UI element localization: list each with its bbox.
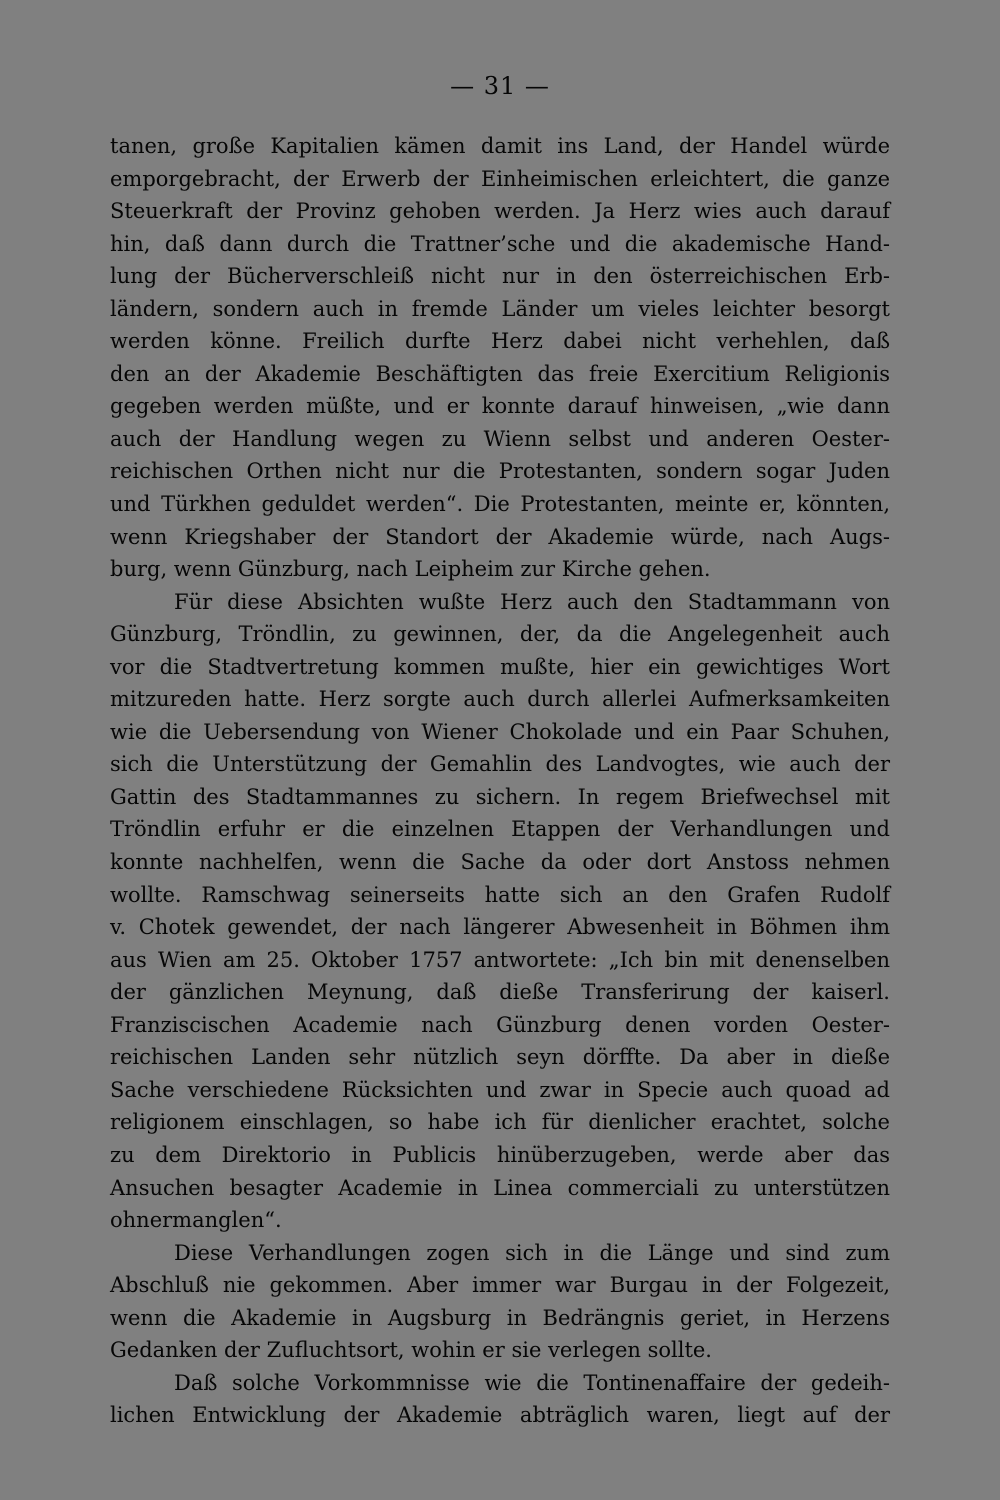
text-line: aus Wien am 25. Oktober 1757 antwortete: „Ich bin mit denenselben <box>110 947 890 972</box>
text-line: hin, daß dann durch die Trattner’sche und die akademische Hand- <box>110 231 890 256</box>
text-line: den an der Akademie Beschäftigten das freie Exercitium Religionis <box>110 361 890 386</box>
paragraph-start-line: Für diese Absichten wußte Herz auch den Stadtammann von <box>174 589 890 614</box>
body-text <box>110 130 890 1432</box>
text-line: werden könne. Freilich durfte Herz dabei nicht verhehlen, daß <box>110 329 890 354</box>
text-line: reichischen Orthen nicht nur die Protestanten, sondern sogar Juden <box>110 459 890 484</box>
text-line: der gänzlichen Meynung, daß dieße Transferirung der kaiserl. <box>110 980 890 1005</box>
paragraph-end-line: burg, wenn Günzburg, nach Leipheim zur Kirche gehen. <box>110 557 711 582</box>
text-line: vor die Stadtvertretung kommen mußte, hier ein gewichtiges Wort <box>110 654 890 679</box>
text-line: lung der Bücherverschleiß nicht nur in den österreichischen Erb- <box>110 264 890 289</box>
text-line: wollte. Ramschwag seinerseits hatte sich an den Grafen Rudolf <box>110 882 890 907</box>
text-line: Gattin des Stadtammannes zu sichern. In regem Briefwechsel mit <box>110 784 890 809</box>
paragraph-end-line: Gedanken der Zufluchtsort, wohin er sie verlegen sollte. <box>110 1338 712 1363</box>
text-line: auch der Handlung wegen zu Wienn selbst und anderen Oester- <box>110 426 890 451</box>
text-line: gegeben werden müßte, und er konnte darauf hinweisen, „wie dann <box>110 394 890 419</box>
text-line: Tröndlin erfuhr er die einzelnen Etappen der Verhandlungen und <box>110 817 890 842</box>
text-line: Abschluß nie gekommen. Aber immer war Burgau in der Folgezeit, <box>110 1273 890 1298</box>
text-line: und Türkhen geduldet werden“. Die Protestanten, meinte er, könnten, <box>110 492 890 517</box>
text-line: Günzburg, Tröndlin, zu gewinnen, der, da die Angelegenheit auch <box>110 622 890 647</box>
text-line: reichischen Landen sehr nützlich seyn dörffte. Da aber in dieße <box>110 1045 890 1070</box>
text-line: wenn Kriegshaber der Standort der Akademie würde, nach Augs- <box>110 524 890 549</box>
text-line: zu dem Direktorio in Publicis hinüberzugeben, werde aber das <box>110 1142 890 1167</box>
paragraph-end-line: ohnermanglen“. <box>110 1208 282 1233</box>
text-line: Franziscischen Academie nach Günzburg denen vorden Oester- <box>110 1012 890 1037</box>
text-line: wenn die Akademie in Augsburg in Bedrängnis geriet, in Herzens <box>110 1305 890 1330</box>
text-line: konnte nachhelfen, wenn die Sache da oder dort Anstoss nehmen <box>110 850 890 875</box>
text-line: Steuerkraft der Provinz gehoben werden. Ja Herz wies auch darauf <box>110 199 890 224</box>
text-line: lichen Entwicklung der Akademie abträglich waren, liegt auf der <box>110 1403 890 1428</box>
text-line: sich die Unterstützung der Gemahlin des Landvogtes, wie auch der <box>110 752 890 777</box>
text-line: ländern, sondern auch in fremde Länder um vieles leichter besorgt <box>110 296 890 321</box>
page-number: — 31 — <box>450 72 550 100</box>
text-line: tanen, große Kapitalien kämen damit ins Land, der Handel würde <box>110 134 890 158</box>
paragraph-start-line: Daß solche Vorkommnisse wie die Tontinenaffaire der gedeih- <box>174 1370 890 1395</box>
text-line: emporgebracht, der Erwerb der Einheimischen erleichtert, die ganze <box>110 166 890 191</box>
paragraph-start-line: Diese Verhandlungen zogen sich in die Länge und sind zum <box>174 1240 890 1265</box>
text-line: religionem einschlagen, so habe ich für dienlicher erachtet, solche <box>110 1110 890 1135</box>
text-line: Ansuchen besagter Academie in Linea commerciali zu unterstützen <box>110 1175 890 1200</box>
text-line: v. Chotek gewendet, der nach längerer Abwesenheit in Böhmen ihm <box>110 915 890 940</box>
text-line: mitzureden hatte. Herz sorgte auch durch allerlei Aufmerksamkeiten <box>110 687 890 712</box>
text-line: wie die Uebersendung von Wiener Chokolade und ein Paar Schuhen, <box>110 719 890 744</box>
text-line: Sache verschiedene Rücksichten und zwar in Specie auch quoad ad <box>110 1077 890 1102</box>
